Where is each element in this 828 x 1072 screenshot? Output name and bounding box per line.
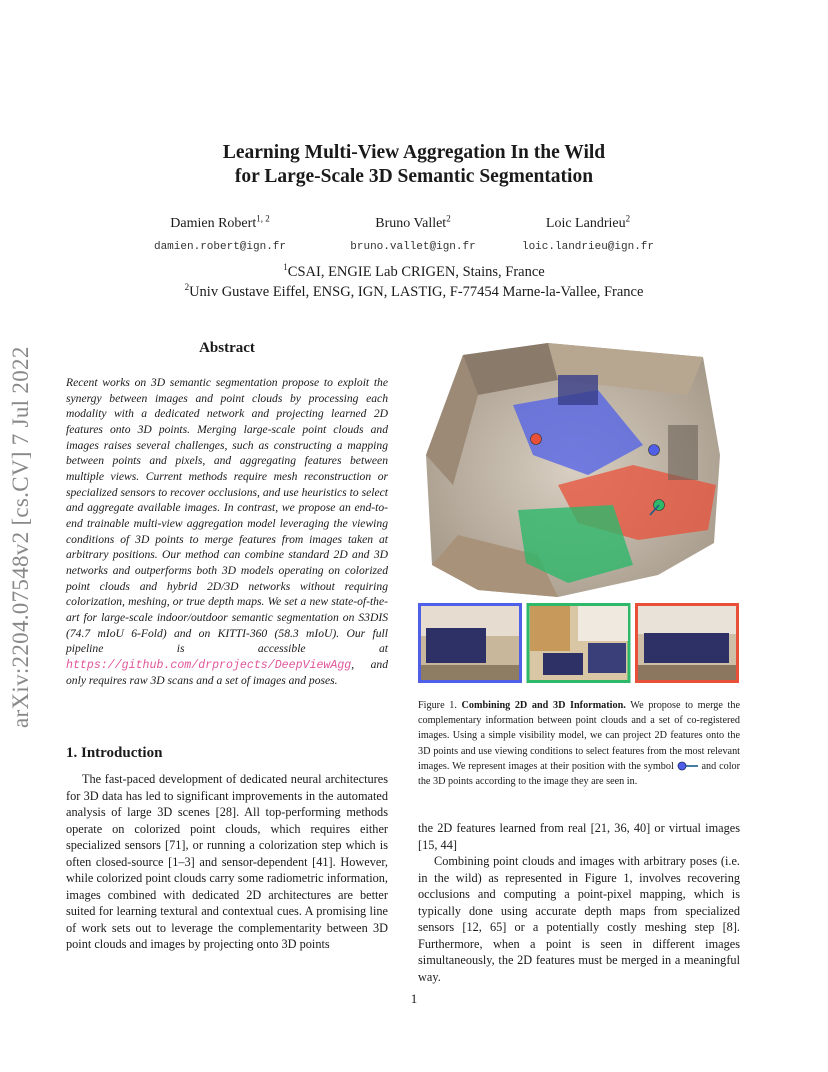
affiliation-1: [0, 264, 828, 281]
title-line-2: for Large-Scale 3D Semantic Segmentation: [234, 166, 594, 187]
abstract-body: [66, 375, 388, 689]
affiliation-2: [0, 284, 828, 301]
right-paragraph-0: the 2D features learned from real [21, 36, 40] or virtual images [15, 44]: [418, 821, 740, 852]
affil-sup: 1: [283, 262, 288, 273]
figure-caption: [418, 698, 740, 789]
figure-caption-text: We propose to merge the complementary information between point clouds and a set of co-registered images. Using a simple visibility model, we can project 2D features onto the 3D points and use viewing conditions to select features from the most relevant images. We represent images at their position with the symbol: [418, 700, 741, 772]
arxiv-stamp: arXiv:2204.07548v2 [cs.CV] 7 Jul 2022: [8, 346, 33, 728]
figure-label: Figure 1.: [418, 700, 457, 711]
figure-image-thumbnails: [418, 603, 740, 683]
author-name: Loic Landrieu: [545, 216, 626, 231]
author-3: [498, 213, 678, 232]
abstract-text-end: , and only requires raw 3D scans and a set of images and poses.: [66, 657, 388, 688]
author-1: [130, 213, 310, 232]
affil-sup: 2: [184, 282, 190, 293]
thumbnail-blue: [420, 605, 521, 682]
author-affil-sup: 1, 2: [256, 213, 270, 224]
affil-text: CSAI, ENGIE Lab CRIGEN, Stains, France: [287, 264, 545, 280]
author-affil-sup: 2: [625, 213, 631, 224]
affil-text: Univ Gustave Eiffel, ENSG, IGN, LASTIG, F-77454 Marne-la-Vallee, France: [189, 284, 644, 300]
author-name: Bruno Vallet: [375, 216, 447, 231]
thumbnail-red: [637, 605, 738, 682]
intro-left-column: [66, 771, 388, 953]
author-name: Damien Robert: [170, 216, 257, 231]
author-email-2[interactable]: bruno.vallet@ign.fr: [350, 241, 476, 253]
figure-caption-text-end: and color the 3D points according to the image they are seen in.: [418, 760, 741, 788]
abstract-heading: Abstract: [199, 340, 255, 356]
author-2: [313, 213, 513, 232]
page-number: 1: [410, 991, 418, 1006]
author-email-3[interactable]: loic.landrieu@ign.fr: [521, 241, 655, 253]
furniture-table: [668, 425, 698, 480]
abstract-text: Recent works on 3D semantic segmentation propose to exploit the synergy between images and point clouds by processing each modality with a dedicated network and projecting learned 2D features onto 3D points. Merging large-scale point clouds and images raises several challenges, such as constructing a mapping between points and pixels, and aggregating features between multiple views. Current methods require mesh reconstruction or specialized sensors to recover occlusions, and use heuristics to select and aggregate available images. In contrast, we propose an end-to-end trainable multi-view aggregation model leveraging the viewing conditions of 3D points to merge features from images taken at arbitrary positions. Our method can combine standard 2D and 3D networks and outperforms both 3D models operating on colorized point clouds and hybrid 2D/3D networks without requiring colorization, meshing, or true depth maps. We set a new state-of-the-art for large-scale indoor/outdoor semantic segmentation on S3DIS (74.7 mIoU 6-Fold) and on KITTI-360 (58.3 mIoU). Our full pipeline is accessible at: [66, 376, 388, 656]
intro-paragraph: The fast-paced development of dedicated neural architectures for 3D data has led to significant improvements in the automated analysis of large 3D scenes [28]. All top-performing methods operate on colorized point clouds, which requires either specialized sensors [71], or running a colorization step which is often closed-source [1–3] and sensor-dependent [41]. However, while colorized point clouds carry some radiometric information, images combined with dedicated 2D architectures are better suited for learning textural and contextual cues. A promising line of work sets out to leverage the complementarity between 3D point clouds and images by projecting onto 3D points: [66, 772, 388, 951]
abstract-url-link[interactable]: https://github.com/drprojects/DeepViewAgg: [66, 658, 352, 672]
figure-title: Combining 2D and 3D Information.: [461, 700, 626, 711]
camera-symbol-icon: [677, 761, 699, 771]
section-heading: 1. Introduction: [66, 745, 163, 761]
camera-marker-red: [531, 434, 542, 445]
camera-marker-blue: [649, 445, 660, 456]
author-email-1[interactable]: damien.robert@ign.fr: [153, 241, 287, 253]
thumbnail-green: [528, 605, 629, 682]
furniture-sofa: [558, 375, 598, 405]
author-affil-sup: 2: [446, 213, 451, 224]
paper-title: [0, 141, 828, 189]
intro-right-column: [418, 820, 740, 985]
title-line-1: Learning Multi-View Aggregation In the Wild: [222, 142, 606, 163]
figure-point-cloud: [418, 335, 740, 605]
right-paragraph-1: Combining point clouds and images with arbitrary poses (i.e. in the wild) as represented in Figure 1, involves recovering occlusions and computing a point-pixel mapping, which is typically done using accurate depth maps from specialized sensors [12, 65] or a potentially costly meshing step [8]. Furthermore, when a point is seen in different images simultaneously, the 2D features must be merged in a meaningful way.: [418, 854, 740, 984]
